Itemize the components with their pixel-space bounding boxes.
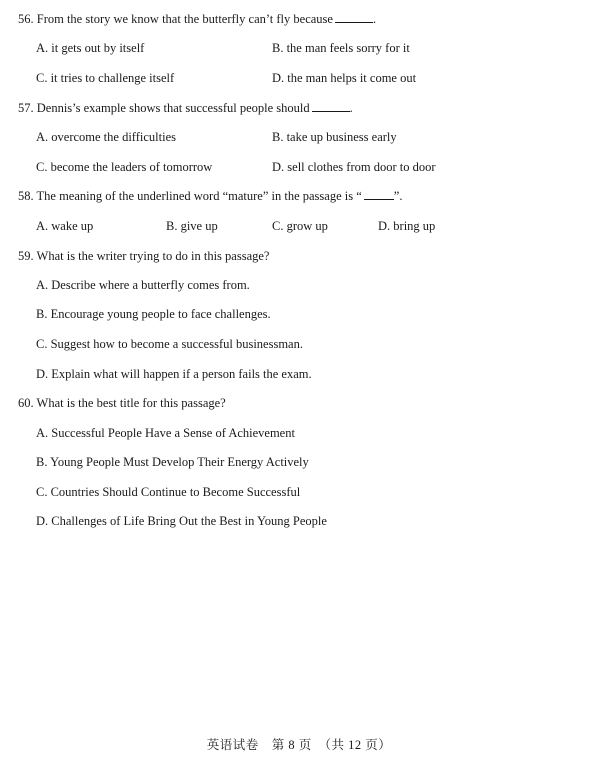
option-59-b: B. Encourage young people to face challenges. [36,307,271,321]
option-58-a: A. wake up [36,219,94,233]
question-57-end: . [349,101,353,115]
question-59-stem: 59. What is the writer trying to do in this passage? [18,249,270,263]
option-59-a: A. Describe where a butterfly comes from. [36,278,250,292]
option-60-d: D. Challenges of Life Bring Out the Best in Young People [36,514,327,528]
option-56-b: B. the man feels sorry for it [272,41,410,55]
option-58-b: B. give up [166,219,218,233]
option-57-a: A. overcome the difficulties [36,130,177,144]
question-56-end: . [372,12,377,26]
option-57-d: D. sell clothes from door to door [272,160,436,174]
option-56-d: D. the man helps it come out [272,71,417,85]
option-57-b: B. take up business early [272,130,397,144]
question-58-end: ”. [393,189,403,203]
question-56-stem [18,11,376,27]
option-58-c: C. grow up [272,219,328,233]
option-57-c: C. become the leaders of tomorrow [36,160,213,174]
option-59-c: C. Suggest how to become a successful businessman. [36,337,303,351]
option-60-b: B. Young People Must Develop Their Energy Actively [36,455,309,469]
question-58-stem [18,188,402,204]
option-56-c: C. it tries to challenge itself [36,71,175,85]
answer-blank [312,100,350,112]
question-57-stem [18,100,353,116]
question-58-text: 58. The meaning of the underlined word “mature” in the passage is “ [18,189,362,203]
option-60-c: C. Countries Should Continue to Become Successful [36,485,301,499]
option-59-d: D. Explain what will happen if a person fails the exam. [36,367,312,381]
option-60-a: A. Successful People Have a Sense of Achievement [36,426,295,440]
option-56-a: A. it gets out by itself [36,41,145,55]
page-footer: 英语试卷 第 8 页 （共 12 页） [206,738,392,752]
answer-blank [335,11,373,23]
answer-blank [364,188,394,200]
option-58-d: D. bring up [378,219,436,233]
question-57-text: 57. Dennis’s example shows that successful people should [18,101,310,115]
question-60-stem: 60. What is the best title for this passage? [18,396,226,410]
question-56-text: 56. From the story we know that the butterfly can’t fly because [18,12,333,26]
